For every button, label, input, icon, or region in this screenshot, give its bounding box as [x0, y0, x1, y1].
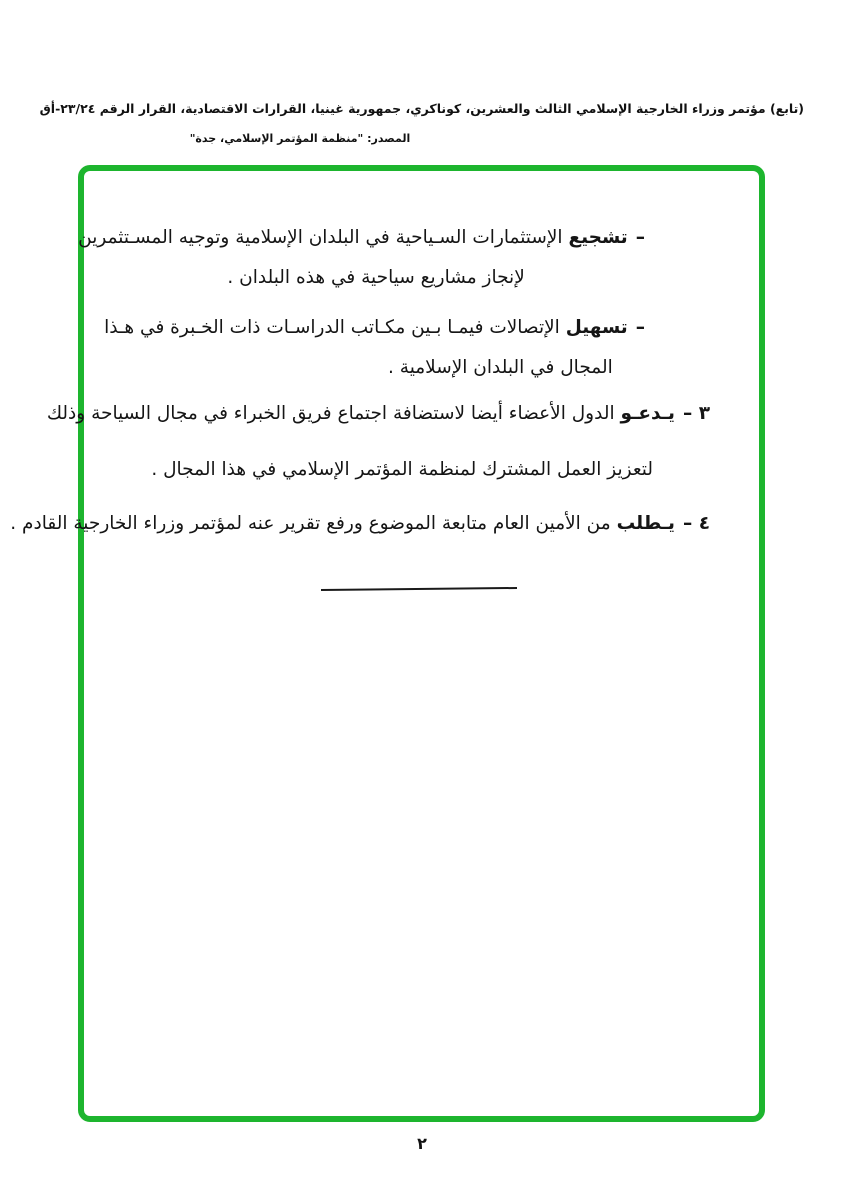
- dash-bullet-marker: –: [635, 317, 645, 338]
- resolution-box: [10, 165, 765, 1122]
- closing-rule: [321, 587, 517, 591]
- bullet-paragraph-contacts: [104, 308, 645, 388]
- item-number-marker: ٤ –: [683, 513, 710, 534]
- numbered-paragraph-4: [10, 504, 710, 544]
- header-source-line: المصدر: "منظمة المؤتمر الإسلامي، جدة": [189, 132, 411, 145]
- page-number: ٢: [417, 1134, 427, 1153]
- keyword: تسهيل: [565, 317, 628, 338]
- paragraph-text: [104, 308, 628, 388]
- numbered-paragraph-3: [47, 394, 710, 490]
- paragraph-line-1: [104, 308, 628, 348]
- bullet-paragraph-investments: [78, 218, 645, 298]
- dash-bullet-marker: –: [635, 227, 645, 248]
- item-number-marker: ٣ –: [683, 403, 710, 424]
- paragraph-text: [78, 218, 628, 298]
- keyword: يـدعـو: [620, 403, 675, 424]
- paragraph-line-2: المجال في البلدان الإسلامية .: [388, 357, 613, 378]
- keyword: تشجيع: [568, 227, 628, 248]
- paragraph-text: [10, 504, 675, 544]
- paragraph-line-1: [47, 394, 675, 434]
- paragraph-line-1: [78, 218, 628, 258]
- line-rest: الإستثمارات السـياحية في البلدان الإسلامية وتوجيه المسـتثمرين: [78, 227, 569, 248]
- paragraph-text: [47, 394, 675, 490]
- paragraph-line-1: [10, 504, 675, 544]
- header-citation-line: (تابع) مؤتمر وزراء الخارجية الإسلامي الثالث والعشرين، كوناكري، جمهورية غينيا، القرارات الاقتصادية، القرار الرقم ٢٣/٢٤-أق: [39, 101, 804, 116]
- line-rest: الدول الأعضاء أيضا لاستضافة اجتماع فريق الخبراء في مجال السياحة وذلك: [46, 403, 621, 424]
- keyword: يـطلب: [616, 513, 675, 534]
- paragraph-line-2: لإنجاز مشاريع سياحية في هذه البلدان .: [227, 267, 525, 288]
- line-rest: الإتصالات فيمـا بـين مكـاتب الدراسـات ذات الخـبرة في هـذا: [104, 317, 566, 338]
- paragraph-line-2: لتعزيز العمل المشترك لمنظمة المؤتمر الإسلامي في هذا المجال .: [151, 459, 653, 480]
- line-rest: من الأمين العام متابعة الموضوع ورفع تقرير عنه لمؤتمر وزراء الخارجية القادم .: [10, 513, 617, 534]
